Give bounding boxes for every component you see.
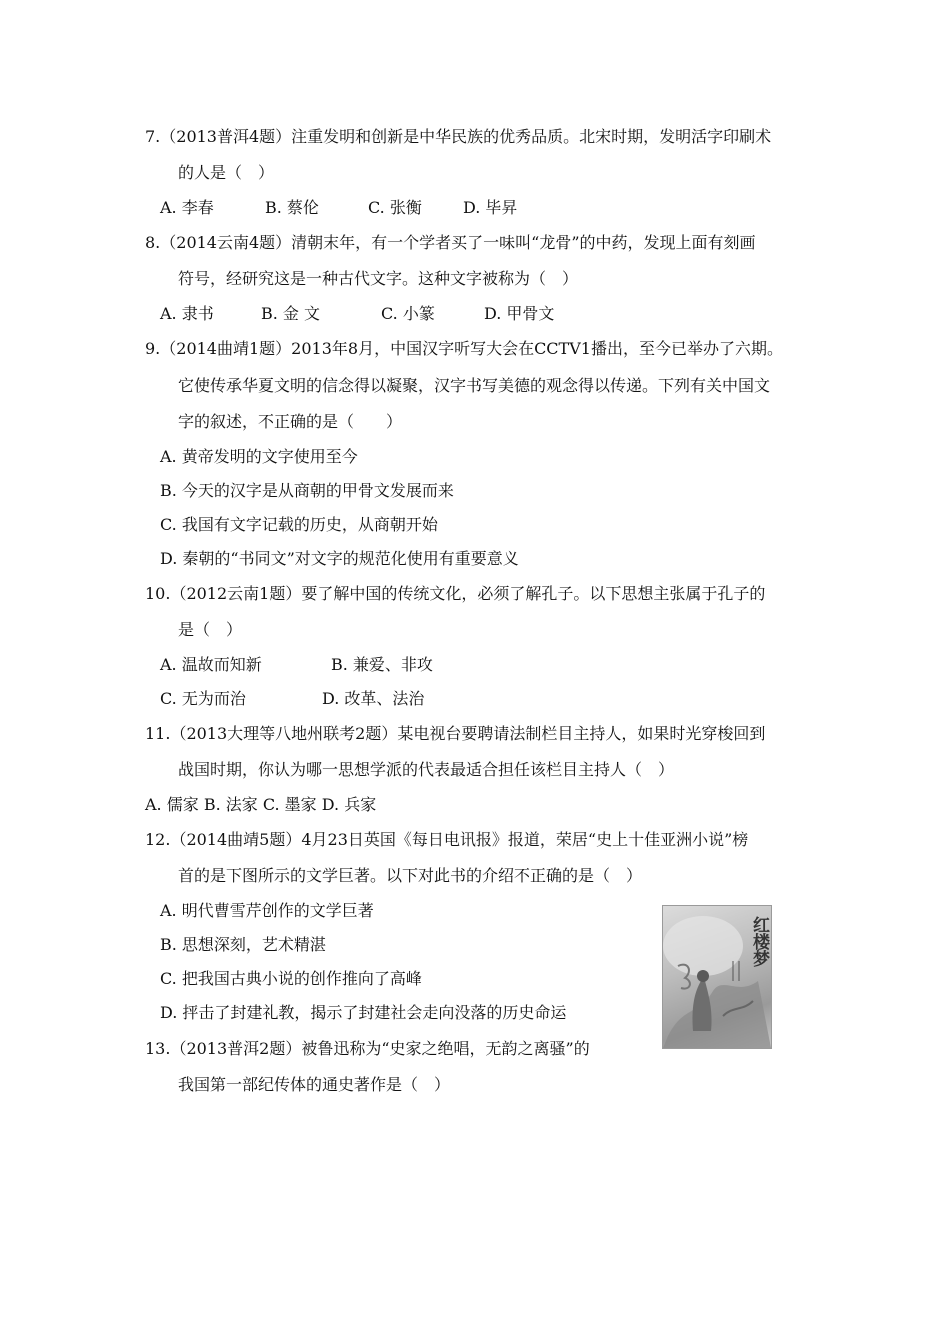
option-a: A. 隶书 bbox=[160, 304, 214, 323]
question-9-line-1: 9.（2014曲靖1题）2013年8月，中国汉字听写大会在CCTV1播出，至今已举办了六期。 bbox=[145, 339, 783, 358]
question-10-line-1: 10.（2012云南1题）要了解中国的传统文化，必须了解孔子。以下思想主张属于孔子的 bbox=[145, 584, 766, 603]
option-c: C. 无为而治 bbox=[160, 689, 246, 708]
option-a: A. 温故而知新 bbox=[160, 655, 262, 674]
question-12-option-c: C. 把我国古典小说的创作推向了高峰 bbox=[160, 969, 422, 988]
question-7-line-2: 的人是（ ） bbox=[178, 163, 275, 182]
question-12-option-a: A. 明代曹雪芹创作的文学巨著 bbox=[160, 901, 374, 920]
question-9-option-d: D. 秦朝的“书同文”对文字的规范化使用有重要意义 bbox=[160, 549, 519, 568]
option-d: D. 毕昇 bbox=[463, 198, 518, 217]
question-11-line-2: 战国时期，你认为哪一思想学派的代表最适合担任该栏目主持人（ ） bbox=[178, 760, 675, 779]
option-c: C. 张衡 bbox=[368, 198, 422, 217]
option-b: B. 兼爱、非攻 bbox=[331, 655, 433, 674]
question-12-option-b: B. 思想深刻，艺术精湛 bbox=[160, 935, 326, 954]
option-b: B. 蔡伦 bbox=[265, 198, 319, 217]
book-title: 红楼梦 bbox=[749, 916, 769, 967]
question-8-line-1: 8.（2014云南4题）清朝末年，有一个学者买了一味叫“龙骨”的中药，发现上面有刻画 bbox=[145, 233, 756, 252]
option-c: C. 小篆 bbox=[381, 304, 435, 323]
option-b: B. 金 文 bbox=[261, 304, 321, 323]
question-12-line-2: 首的是下图所示的文学巨著。以下对此书的介绍不正确的是（ ） bbox=[178, 866, 643, 885]
question-11-line-1: 11.（2013大理等八地州联考2题）某电视台要聘请法制栏目主持人，如果时光穿梭回到 bbox=[145, 724, 766, 743]
question-11-options: A. 儒家 B. 法家 C. 墨家 D. 兵家 bbox=[145, 795, 377, 814]
question-7-line-1: 7.（2013普洱4题）注重发明和创新是中华民族的优秀品质。北宋时期，发明活字印刷术 bbox=[145, 127, 772, 146]
option-a: A. 李春 bbox=[160, 198, 214, 217]
question-12-line-1: 12.（2014曲靖5题）4月23日英国《每日电讯报》报道，荣居“史上十佳亚洲小说”榜 bbox=[145, 830, 749, 849]
question-13-line-2: 我国第一部纪传体的通史著作是（ ） bbox=[178, 1075, 451, 1094]
option-d: D. 甲骨文 bbox=[484, 304, 555, 323]
book-cover-image bbox=[662, 905, 772, 1049]
question-13-line-1: 13.（2013普洱2题）被鲁迅称为“史家之绝唱，无韵之离骚”的 bbox=[145, 1039, 590, 1058]
option-d: D. 改革、法治 bbox=[322, 689, 425, 708]
question-8-line-2: 符号，经研究这是一种古代文字。这种文字被称为（ ） bbox=[178, 269, 579, 288]
question-9-option-a: A. 黄帝发明的文字使用至今 bbox=[160, 447, 358, 466]
question-10-line-2: 是（ ） bbox=[178, 620, 243, 639]
question-9-option-b: B. 今天的汉字是从商朝的甲骨文发展而来 bbox=[160, 481, 454, 500]
question-9-line-3: 字的叙述，不正确的是（ ） bbox=[178, 412, 403, 431]
question-12-option-d: D. 抨击了封建礼教，揭示了封建社会走向没落的历史命运 bbox=[160, 1003, 567, 1022]
question-9-line-2: 它使传承华夏文明的信念得以凝聚，汉字书写美德的观念得以传递。下列有关中国文 bbox=[178, 376, 771, 395]
question-9-option-c: C. 我国有文字记载的历史，从商朝开始 bbox=[160, 515, 438, 534]
